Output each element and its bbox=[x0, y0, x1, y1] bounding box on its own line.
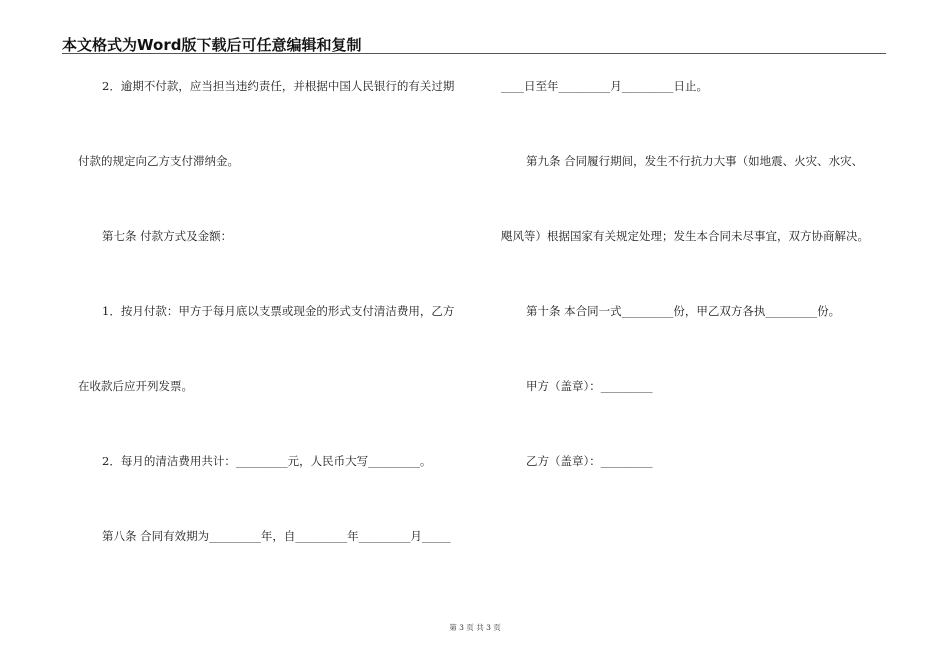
document-header-title: 本文格式为Word版下载后可任意编辑和复制 bbox=[62, 36, 362, 54]
page-number-footer: 第 3 页 共 3 页 bbox=[449, 623, 501, 632]
right-section-heading: 第九条 合同履行期间，发生不行抗力大事（如地震、火灾、水灾、 bbox=[526, 154, 864, 168]
header-divider bbox=[62, 53, 886, 54]
left-section-heading: 第七条 付款方式及金额： bbox=[102, 229, 233, 243]
left-section-heading: 第八条 合同有效期为_________年，自_________年_________月_____ bbox=[102, 529, 451, 543]
left-paragraph-line: 2．每月的清洁费用共计：_________元，人民币大写_________。 bbox=[102, 454, 432, 468]
party-a-seal-line: 甲方（盖章）：_________ bbox=[526, 379, 653, 393]
right-section-heading: 第十条 本合同一式_________份，甲乙双方各执_________份。 bbox=[526, 304, 841, 318]
left-paragraph-line: 付款的规定向乙方支付滞纳金。 bbox=[78, 154, 239, 168]
right-paragraph-line: 飓风等）根据国家有关规定处理；发生本合同未尽事宜，双方协商解决。 bbox=[501, 229, 869, 243]
left-paragraph-line: 在收款后应开列发票。 bbox=[78, 379, 193, 393]
left-paragraph-line: 1．按月付款：甲方于每月底以支票或现金的形式支付清洁费用，乙方 bbox=[102, 304, 455, 318]
party-b-seal-line: 乙方（盖章）：_________ bbox=[526, 454, 653, 468]
left-paragraph-line: 2．逾期不付款，应当担当违约责任，并根据中国人民银行的有关过期 bbox=[102, 79, 455, 93]
right-paragraph-line: ____日至年_________月_________日止。 bbox=[501, 79, 708, 93]
